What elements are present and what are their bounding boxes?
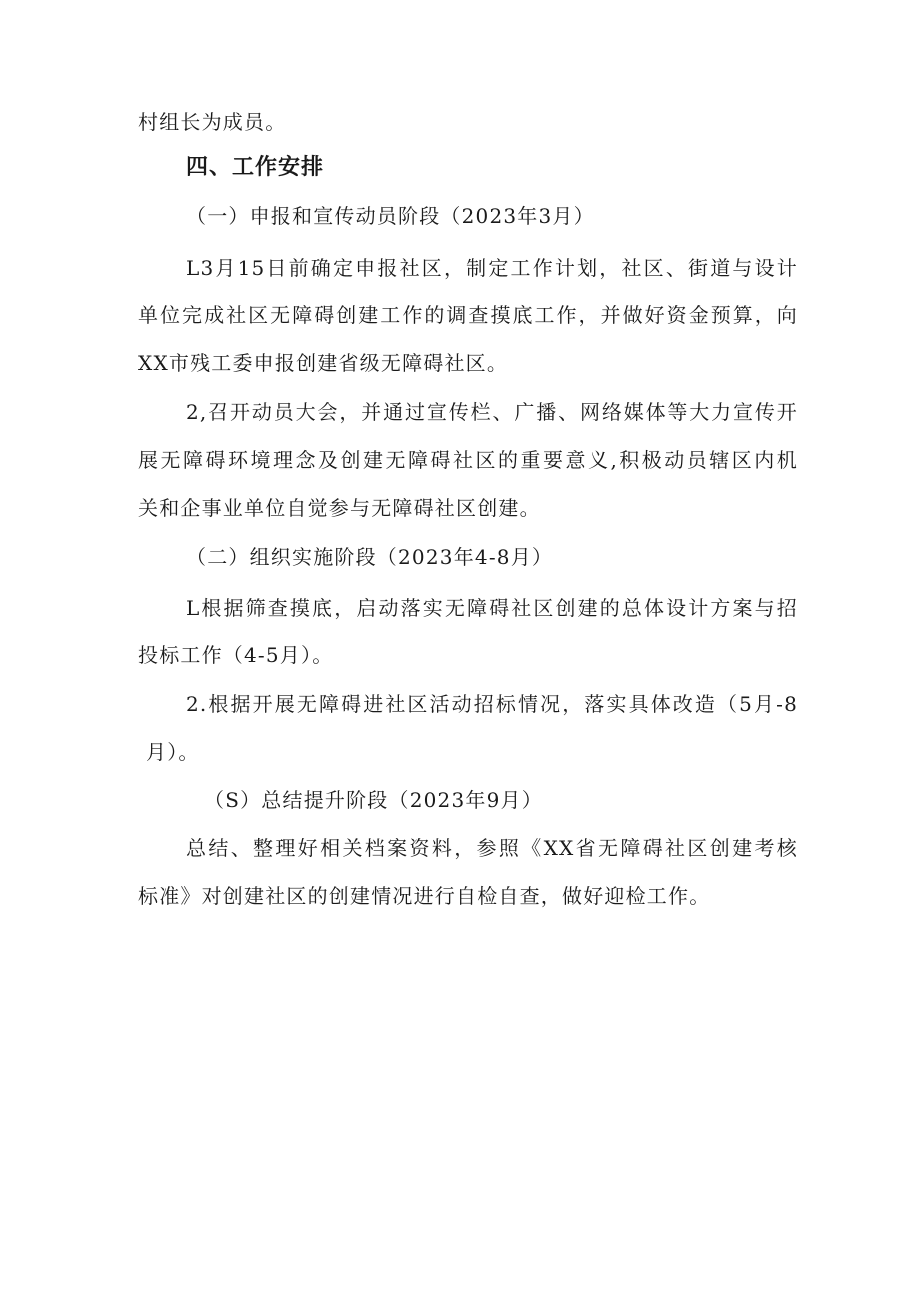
phase2-item1-line1: L根据筛查摸底，启动落实无障碍社区创建的总体设计方案与招 xyxy=(186,596,798,620)
phase1-item1-line2: 单位完成社区无障碍创建工作的调查摸底工作，并做好资金预算，向 xyxy=(138,303,798,327)
phase3-body-line1: 总结、整理好相关档案资料，参照《XX省无障碍社区创建考核 xyxy=(186,836,798,860)
phase1-item1-line1: L3月15日前确定申报社区，制定工作计划，社区、街道与设计 xyxy=(186,256,798,280)
intro-line: 村组长为成员。 xyxy=(138,110,287,134)
phase1-item1-line3: XX市残工委申报创建省级无障碍社区。 xyxy=(138,351,509,375)
phase1-title: （一）申报和宣传动员阶段（2023年3月） xyxy=(186,204,595,228)
phase1-item2-line3: 关和企事业单位自觉参与无障碍社区创建。 xyxy=(138,496,541,520)
phase3-body-line2: 标准》对创建社区的创建情况进行自检自查，做好迎检工作。 xyxy=(138,884,711,908)
phase2-item2-line2: 月）。 xyxy=(146,740,200,764)
phase2-item2-line1: 2.根据开展无障碍进社区活动招标情况，落实具体改造（5月-8 xyxy=(186,692,798,716)
phase2-title: （二）组织实施阶段（2023年4-8月） xyxy=(186,545,554,569)
phase3-title: （S）总结提升阶段（2023年9月） xyxy=(204,788,543,812)
phase1-item2-line1: 2,召开动员大会，并通过宣传栏、广播、网络媒体等大力宣传开 xyxy=(186,400,798,424)
section-heading: 四、工作安排 xyxy=(186,155,325,180)
phase2-item1-line2: 投标工作（4-5月）。 xyxy=(138,643,334,667)
phase1-item2-line2: 展无障碍环境理念及创建无障碍社区的重要意义,积极动员辖区内机 xyxy=(138,448,798,472)
